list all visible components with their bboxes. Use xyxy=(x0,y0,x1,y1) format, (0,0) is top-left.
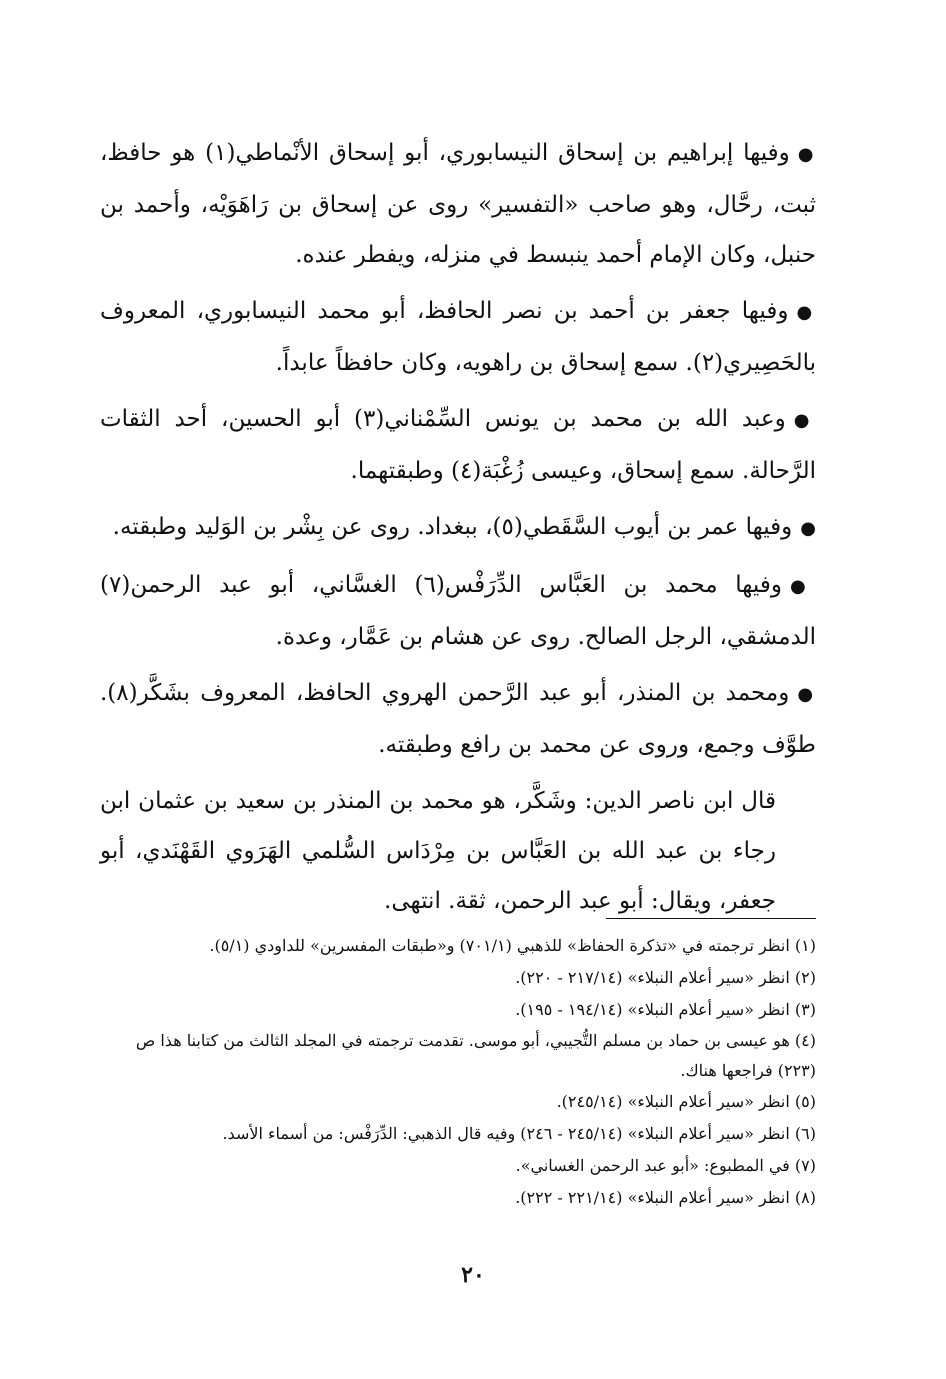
entry-text: وفيها محمد بن العَبَّاس الدِّرَفْس(٦) الغسَّاني، أبو عبد الرحمن(٧) الدمشقي، الرجل الصالح. روى عن هشام بن عَمَّار، وعدة. xyxy=(100,572,816,650)
footnote: (٣) انظر «سير أعلام النبلاء» (١٩٤/١٤ - ١٩٥). xyxy=(515,1000,816,1019)
entry-text: وفيها جعفر بن أحمد بن نصر الحافظ، أبو محمد النيسابوري، المعروف بالحَصِيري(٢). سمع إسحاق بن راهويه، وكان حافظاً عابداً. xyxy=(100,298,816,376)
footnote: (٢) انظر «سير أعلام النبلاء» (٢١٧/١٤ - ٢٢٠). xyxy=(515,968,816,987)
entry-paragraph xyxy=(100,502,816,554)
main-text xyxy=(100,128,816,932)
page-number: ٢٠ xyxy=(461,1262,485,1288)
bullet-icon: ● xyxy=(796,302,816,323)
footnote: (٦) انظر «سير أعلام النبلاء» (٢٤٥/١٤ - ٢٤٦) وفيه قال الذهبي: الدِّرَفْس: من أسماء الأسد. xyxy=(222,1124,816,1143)
entry-text: ومحمد بن المنذر، أبو عبد الرَّحمن الهروي الحافظ، المعروف بشَكَّر(٨). طوَّف وجمع، وروى عن محمد بن رافع وطبقته. xyxy=(100,680,816,758)
bullet-icon: ● xyxy=(797,144,816,165)
quote-paragraph xyxy=(100,776,816,926)
bullet-icon: ● xyxy=(800,518,816,539)
entry-paragraph xyxy=(100,394,816,496)
entry-paragraph xyxy=(100,668,816,770)
footnote: (٤) هو عيسى بن حماد بن مسلم التُّجيبي، أبو موسى. تقدمت ترجمته في المجلد الثالث من كتابنا هذا ص (٢٢٣) فراجعها هناك. xyxy=(135,1031,816,1080)
bullet-icon: ● xyxy=(789,576,816,597)
footnote: (٧) في المطبوع: «أبو عبد الرحمن الغساني». xyxy=(515,1156,816,1175)
entry-text: وفيها عمر بن أيوب السَّقَطي(٥)، ببغداد. روى عن بِشْر بن الوَليد وطبقته. xyxy=(112,514,793,540)
entry-text: وعبد الله بن محمد بن يونس السِّمْناني(٣) أبو الحسين، أحد الثقات الرَّحالة. سمع إسحاق، وعيسى زُغْبَة(٤) وطبقتهما. xyxy=(100,406,816,484)
entry-paragraph xyxy=(100,560,816,662)
footnote: (٨) انظر «سير أعلام النبلاء» (٢٢١/١٤ - ٢٢٢). xyxy=(515,1188,816,1207)
footnotes xyxy=(100,930,816,1214)
footnote: (٥) انظر «سير أعلام النبلاء» (٢٤٥/١٤). xyxy=(556,1092,816,1111)
quote-text: قال ابن ناصر الدين: وشَكَّر، هو محمد بن المنذر بن سعيد بن عثمان ابن رجاء بن عبد الله بن العَبَّاس بن مِرْدَاس السُّلمي الهَرَوي القَهْنَدي، أبو جعفر، ويقال: أبو عبد الرحمن، ثقة. انتهى. xyxy=(100,788,776,914)
footnote: (١) انظر ترجمته في «تذكرة الحفاظ» للذهبي (٧٠١/١) و«طبقات المفسرين» للداودي (٥/١). xyxy=(209,936,816,955)
entry-paragraph xyxy=(100,128,816,280)
footnote-divider xyxy=(606,918,816,919)
entry-text: وفيها إبراهيم بن إسحاق النيسابوري، أبو إسحاق الأنْماطي(١) هو حافظ، ثبت، رحَّال، وهو صاحب «التفسير» روى عن إسحاق بن رَاهَوَيْه، وأحمد بن حنبل، وكان الإمام أحمد ينبسط في منزله، ويفطر عنده. xyxy=(100,140,816,268)
bullet-icon: ● xyxy=(797,684,816,705)
entry-paragraph xyxy=(100,286,816,388)
bullet-icon: ● xyxy=(793,410,816,431)
